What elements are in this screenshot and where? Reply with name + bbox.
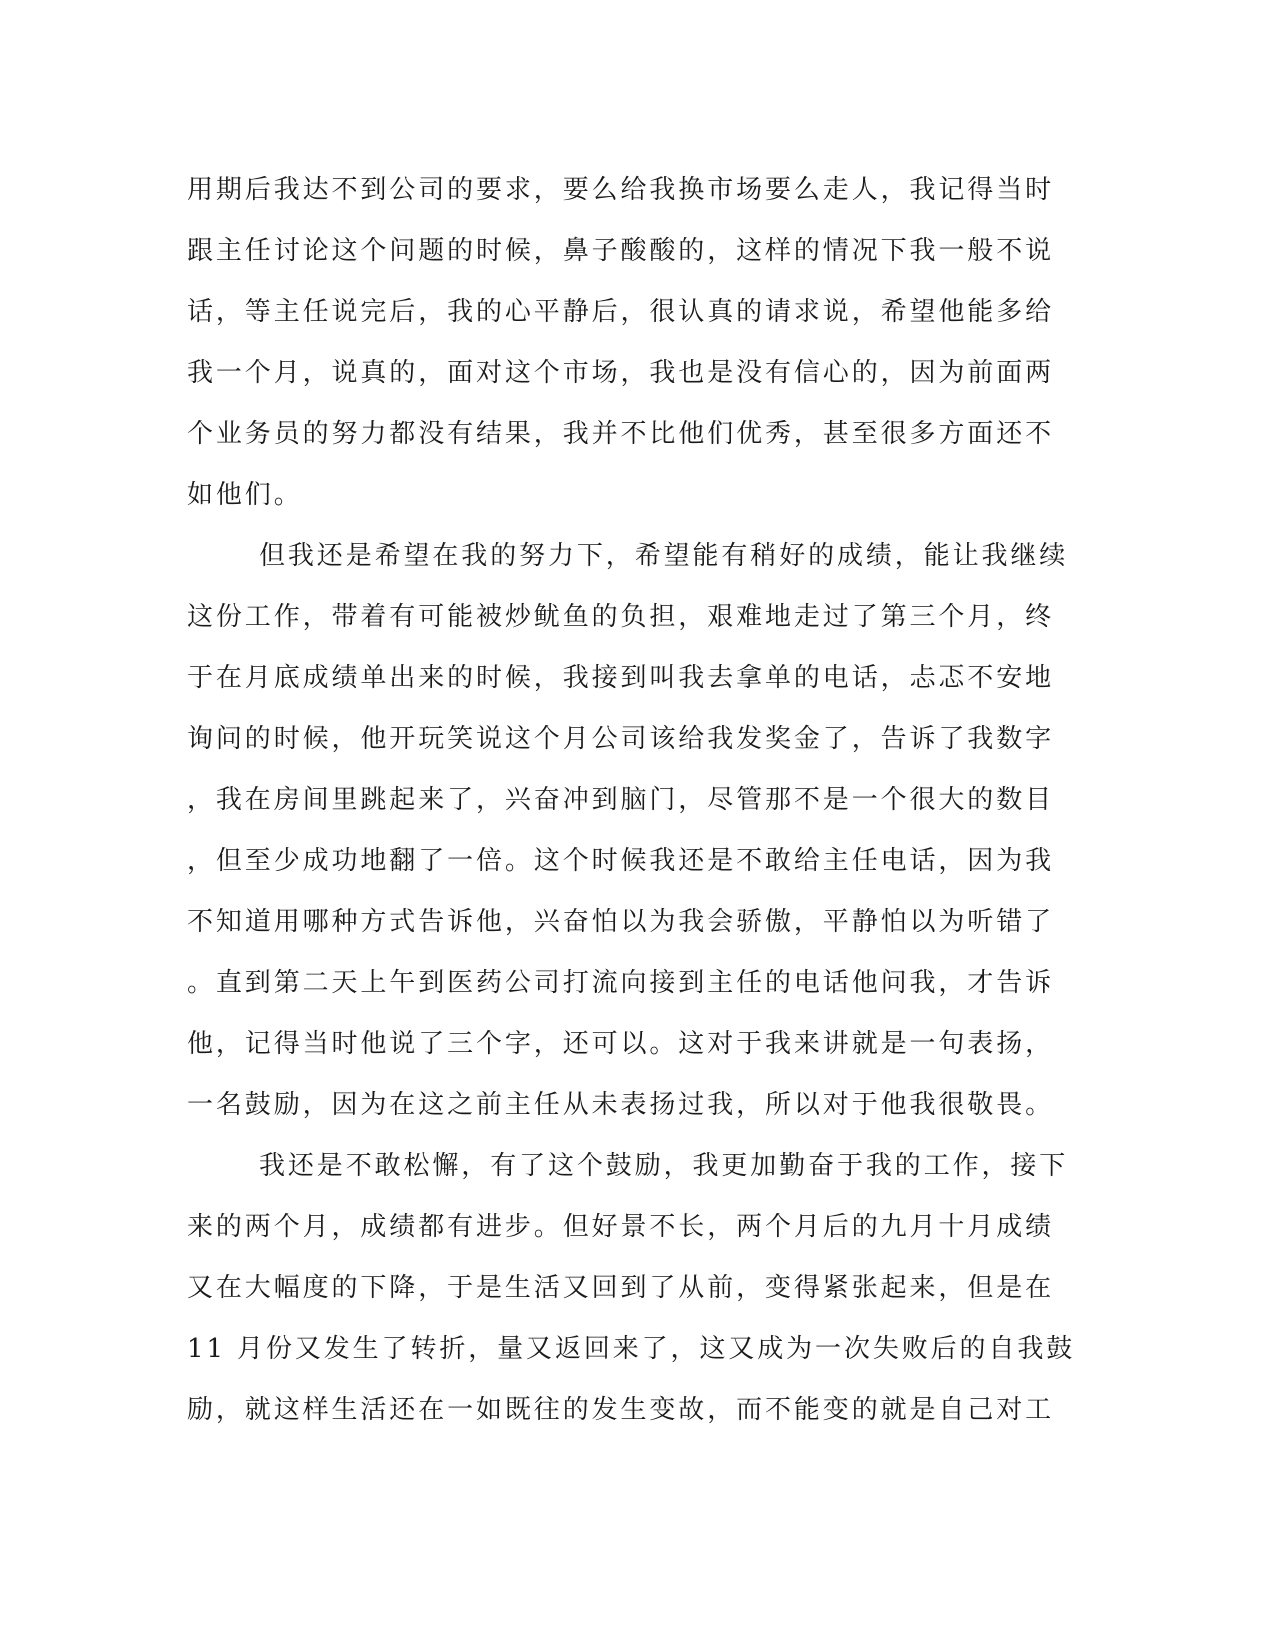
text-line-10: 询问的时候，他开玩笑说这个月公司该给我发奖金了，告诉了我数字 [187, 724, 1055, 754]
text-line-5: 个业务员的努力都没有结果，我并不比他们优秀，甚至很多方面还不 [187, 419, 1055, 449]
text-line-14: 。直到第二天上午到医药公司打流向接到主任的电话他问我，才告诉 [187, 968, 1055, 998]
text-line-7: 但我还是希望在我的努力下，希望能有稍好的成绩，能让我继续 [259, 541, 1069, 571]
text-line-3: 话，等主任说完后，我的心平静后，很认真的请求说，希望他能多给 [187, 297, 1055, 327]
text-line-9: 于在月底成绩单出来的时候，我接到叫我去拿单的电话，忐忑不安地 [187, 663, 1055, 693]
body-text [187, 160, 1087, 1441]
text-line-2: 跟主任讨论这个问题的时候，鼻子酸酸的，这样的情况下我一般不说 [187, 236, 1055, 266]
text-line-8: 这份工作，带着有可能被炒鱿鱼的负担，艰难地走过了第三个月，终 [187, 602, 1055, 632]
text-line-17: 我还是不敢松懈，有了这个鼓励，我更加勤奋于我的工作，接下 [259, 1151, 1069, 1181]
text-line-20: 11 月份又发生了转折，量又返回来了，这又成为一次失败后的自我鼓 [187, 1334, 1076, 1364]
text-line-21: 励，就这样生活还在一如既往的发生变故，而不能变的就是自己对工 [187, 1395, 1055, 1425]
text-line-6: 如他们。 [187, 480, 303, 510]
text-line-16: 一名鼓励，因为在这之前主任从未表扬过我，所以对于他我很敬畏。 [187, 1090, 1055, 1120]
text-line-12: ，但至少成功地翻了一倍。这个时候我还是不敢给主任电话，因为我 [187, 846, 1055, 876]
text-line-4: 我一个月，说真的，面对这个市场，我也是没有信心的，因为前面两 [187, 358, 1055, 388]
text-line-13: 不知道用哪种方式告诉他，兴奋怕以为我会骄傲，平静怕以为听错了 [187, 907, 1055, 937]
text-line-11: ，我在房间里跳起来了，兴奋冲到脑门，尽管那不是一个很大的数目 [187, 785, 1055, 815]
text-line-19: 又在大幅度的下降，于是生活又回到了从前，变得紧张起来，但是在 [187, 1273, 1055, 1303]
text-line-18: 来的两个月，成绩都有进步。但好景不长，两个月后的九月十月成绩 [187, 1212, 1055, 1242]
text-line-15: 他，记得当时他说了三个字，还可以。这对于我来讲就是一句表扬， [187, 1029, 1055, 1059]
text-line-1: 用期后我达不到公司的要求，要么给我换市场要么走人，我记得当时 [187, 175, 1055, 205]
